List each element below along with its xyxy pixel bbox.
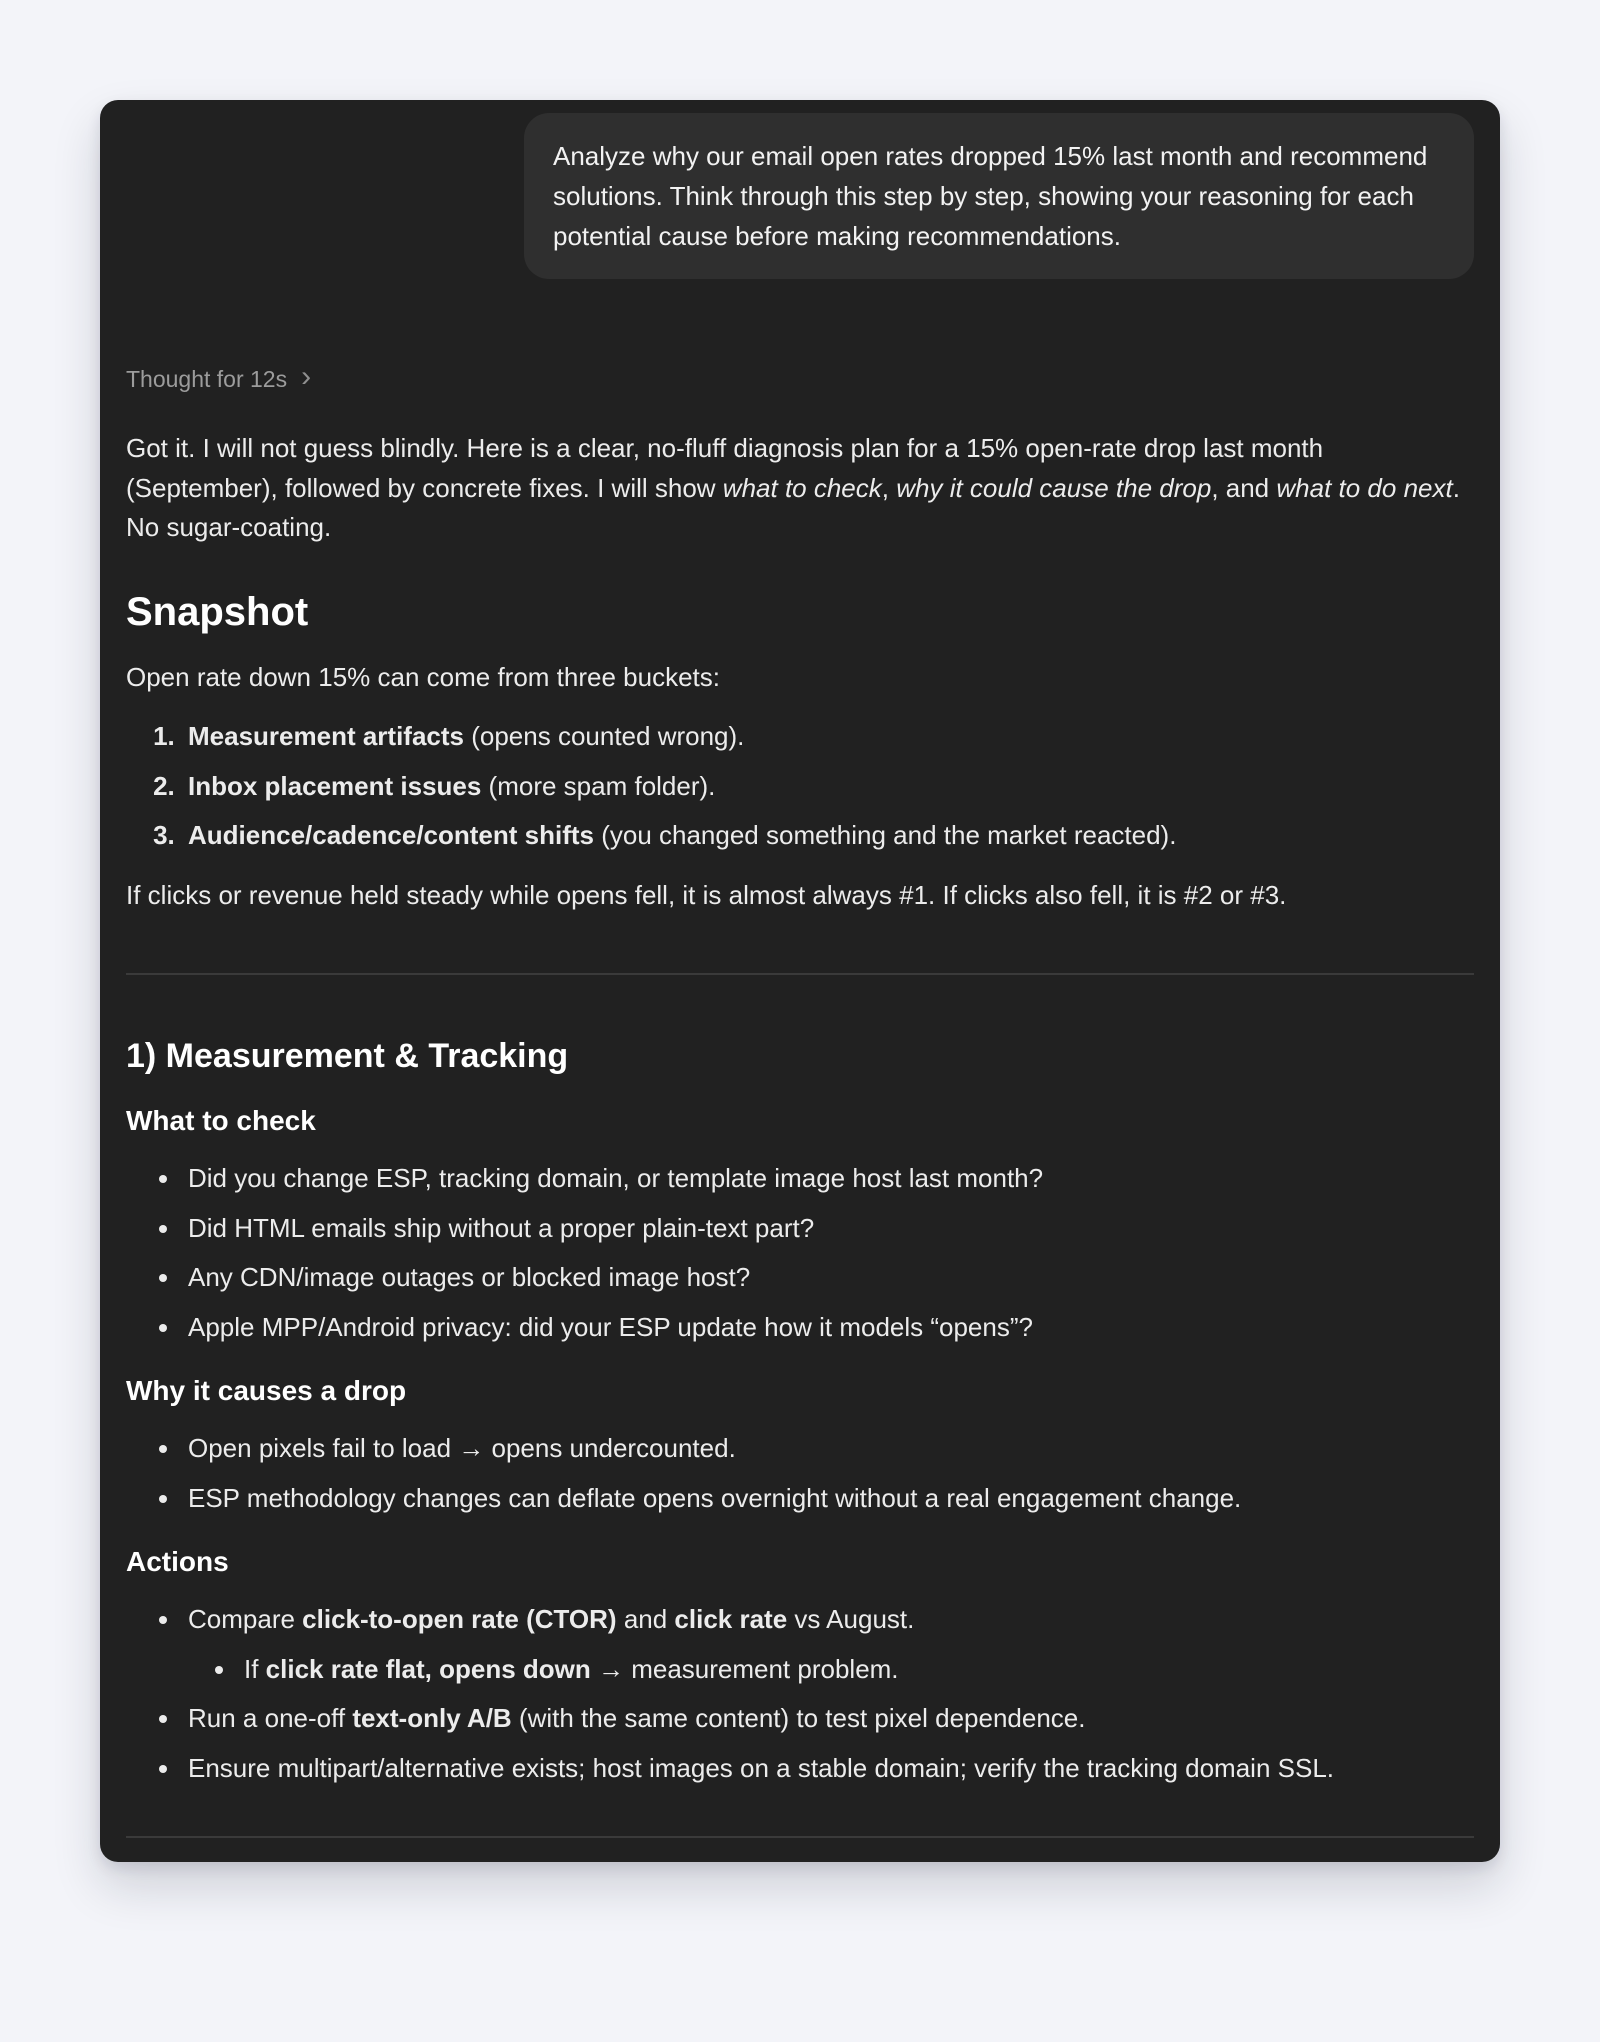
text-run: Did you change ESP, tracking domain, or template image host last month? — [188, 1163, 1044, 1193]
italic-text: what to check — [722, 472, 882, 503]
text-run: Compare — [188, 1604, 303, 1634]
response-subheading: What to check — [126, 1105, 316, 1136]
list-item — [238, 1650, 1474, 1690]
text-run: Run a one-off — [188, 1703, 353, 1733]
text-run: ESP methodology changes can deflate opens overnight without a real engagement change. — [188, 1482, 1242, 1513]
list-item — [182, 767, 1474, 807]
user-message-row — [126, 113, 1474, 279]
bold-text: click rate — [674, 1604, 788, 1634]
text-run: Any CDN/image outages or blocked image host? — [188, 1262, 751, 1292]
response-heading: Snapshot — [126, 589, 309, 634]
italic-text: what to do next — [1276, 472, 1453, 503]
section-divider — [126, 973, 1474, 975]
list-item — [182, 1159, 1474, 1199]
text-run: Open rate down 15% can come from three buckets: — [126, 661, 720, 692]
text-run: (opens counted wrong). — [464, 721, 745, 751]
text-run: Ensure multipart/alternative exists; host images on a stable domain; verify the tracking domain SSL. — [188, 1752, 1335, 1783]
list-item — [182, 1209, 1474, 1249]
text-run: , — [881, 472, 897, 503]
italic-text: why it could cause the drop — [896, 472, 1212, 503]
text-run: (you changed something and the market reacted). — [593, 820, 1177, 850]
nested-bullet-list — [188, 1650, 1474, 1690]
bullet-list — [126, 1429, 1474, 1518]
text-run: Open pixels fail to load → opens undercounted. — [188, 1433, 736, 1463]
bold-text: Measurement artifacts — [188, 721, 464, 751]
chevron-right-icon: › — [301, 360, 312, 393]
bullet-list — [126, 1600, 1474, 1788]
text-run: (more spam folder). — [481, 770, 716, 801]
thought-toggle[interactable] — [126, 360, 312, 395]
response-subheading: Why it causes a drop — [126, 1375, 407, 1406]
text-run: Did HTML emails ship without a proper plain-text part? — [188, 1212, 815, 1243]
text-run: (with the same content) to test pixel dependence. — [511, 1703, 1086, 1733]
list-item — [182, 816, 1474, 856]
text-run: → measurement problem. — [590, 1653, 899, 1684]
response-paragraph — [126, 429, 1474, 548]
bold-text: Audience/cadence/content shifts — [188, 820, 594, 850]
list-item — [182, 717, 1474, 757]
list-item — [182, 1749, 1474, 1789]
text-run: , and — [1211, 472, 1277, 503]
list-item — [182, 1308, 1474, 1348]
text-run: Got it. I will not guess blindly. Here is a clear, no-fluff diagnosis plan for a 15% open-rate drop last month (September), followed by concrete fixes. I will show — [126, 433, 1324, 503]
bullet-list — [126, 1159, 1474, 1347]
text-run: . No sugar-coating. — [126, 472, 1460, 542]
response-subheading: Actions — [126, 1546, 229, 1577]
bold-text: click-to-open rate (CTOR) — [302, 1604, 617, 1634]
bold-text: text-only A/B — [352, 1703, 512, 1733]
text-run: If clicks or revenue held steady while opens fell, it is almost always #1. If clicks also fell, it is #2 or #3. — [126, 879, 1287, 910]
list-item — [182, 1479, 1474, 1519]
section-divider — [126, 1836, 1474, 1838]
assistant-message — [126, 429, 1474, 1838]
response-paragraph — [126, 658, 1474, 698]
response-paragraph — [126, 876, 1474, 916]
list-item — [182, 1699, 1474, 1739]
text-run: vs August. — [787, 1604, 915, 1634]
text-run: Apple MPP/Android privacy: did your ESP update how it models “opens”? — [188, 1311, 1033, 1342]
thought-label: Thought for 12s — [126, 366, 288, 392]
list-item — [182, 1429, 1474, 1469]
user-message-text: Analyze why our email open rates dropped 15% last month and recommend solutions. Think through this step by step, showing your reasoning for each potential cause before making recommendations. — [553, 141, 1428, 251]
text-run: If — [244, 1653, 266, 1684]
list-item — [182, 1600, 1474, 1689]
bold-text: Inbox placement issues — [188, 770, 482, 801]
text-run: and — [616, 1604, 675, 1634]
user-message-bubble — [524, 113, 1474, 279]
chat-thread-card — [100, 100, 1500, 1862]
response-heading: 1) Measurement & Tracking — [126, 1037, 569, 1075]
list-item — [182, 1258, 1474, 1298]
ordered-list — [126, 717, 1474, 856]
bold-text: click rate flat, opens down — [265, 1653, 591, 1684]
